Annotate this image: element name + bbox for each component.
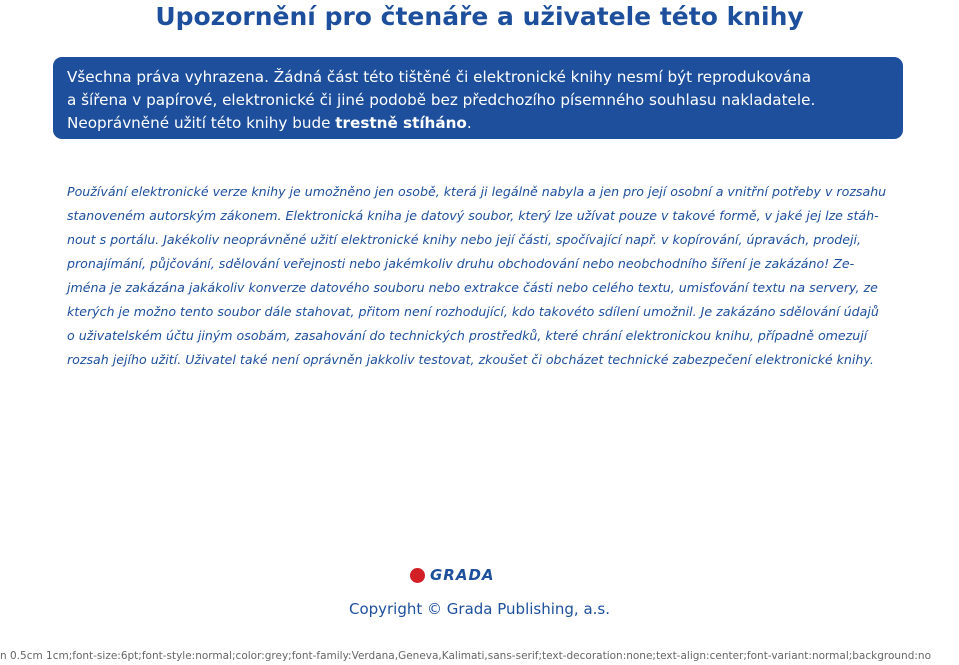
grada-logo-mark-icon [410,568,425,583]
usage-notice-paragraph [67,180,897,372]
notice-line: pronajímání, půjčování, sdělování veřejnosti nebo jakémkoliv druhu obchodování nebo neobchodního šíření je zakázáno! Ze- [67,256,855,271]
rights-line-3 [67,112,903,135]
notice-line: stanoveném autorským zákonem. Elektronická kniha je datový soubor, který lze užívat pouze v takové formě, v jaké jej lze stáh- [67,208,879,223]
rights-line-1: Všechna práva vyhrazena. Žádná část této tištěné či elektronické knihy nesmí být reprodukována [67,68,812,86]
notice-line: jména je zakázána jakákoliv konverze datového souboru nebo extrakce části nebo celého textu, umisťování textu na servery, ze [67,280,878,295]
rights-notice-box [53,57,903,139]
stray-css-text: n 0.5cm 1cm;font-size:6pt;font-style:normal;color:grey;font-family:Verdana,Geneva,Kalimati,sans-serif;text-decoration:none;text-align:center;font-variant:normal;background:no [0,650,931,662]
rights-line-2: a šířena v papírové, elektronické či jiné podobě bez předchozího písemného souhlasu nakladatele. [67,91,816,109]
rights-line-3-suffix: . [466,114,472,132]
notice-line: kterých je možno tento soubor dále stahovat, přitom není rozhodující, kdo takovéto sdílení umožnil. Je zakázáno sdělování údajů [67,304,879,319]
notice-line: Používání elektronické verze knihy je umožněno jen osobě, která ji legálně nabyla a jen pro její osobní a vnitřní potřeby v rozsahu [67,184,887,199]
page-title: Upozornění pro čtenáře a uživatele této knihy [155,2,804,31]
notice-line: rozsah jejího užití. Uživatel také není oprávněn jakkoliv testovat, zkoušet či obcházet technické zabezpečení elektronické knihy. [67,352,874,367]
prosecution-emphasis: trestně stíháno [335,114,467,132]
copyright-notice: Copyright © Grada Publishing, a.s. [348,600,611,618]
notice-line: o uživatelském účtu jiným osobám, zasahování do technických prostředků, které chrání elektronickou knihu, případně omezují [67,328,868,343]
notice-line: nout s portálu. Jakékoliv neoprávněné užití elektronické knihy nebo její části, spočívající např. v kopírování, úpravách, prodeji, [67,232,862,247]
grada-logo-wordmark: GRADA [430,566,495,584]
grada-logo [410,563,495,587]
rights-line-3-prefix: Neoprávněné užití této knihy bude [67,114,336,132]
